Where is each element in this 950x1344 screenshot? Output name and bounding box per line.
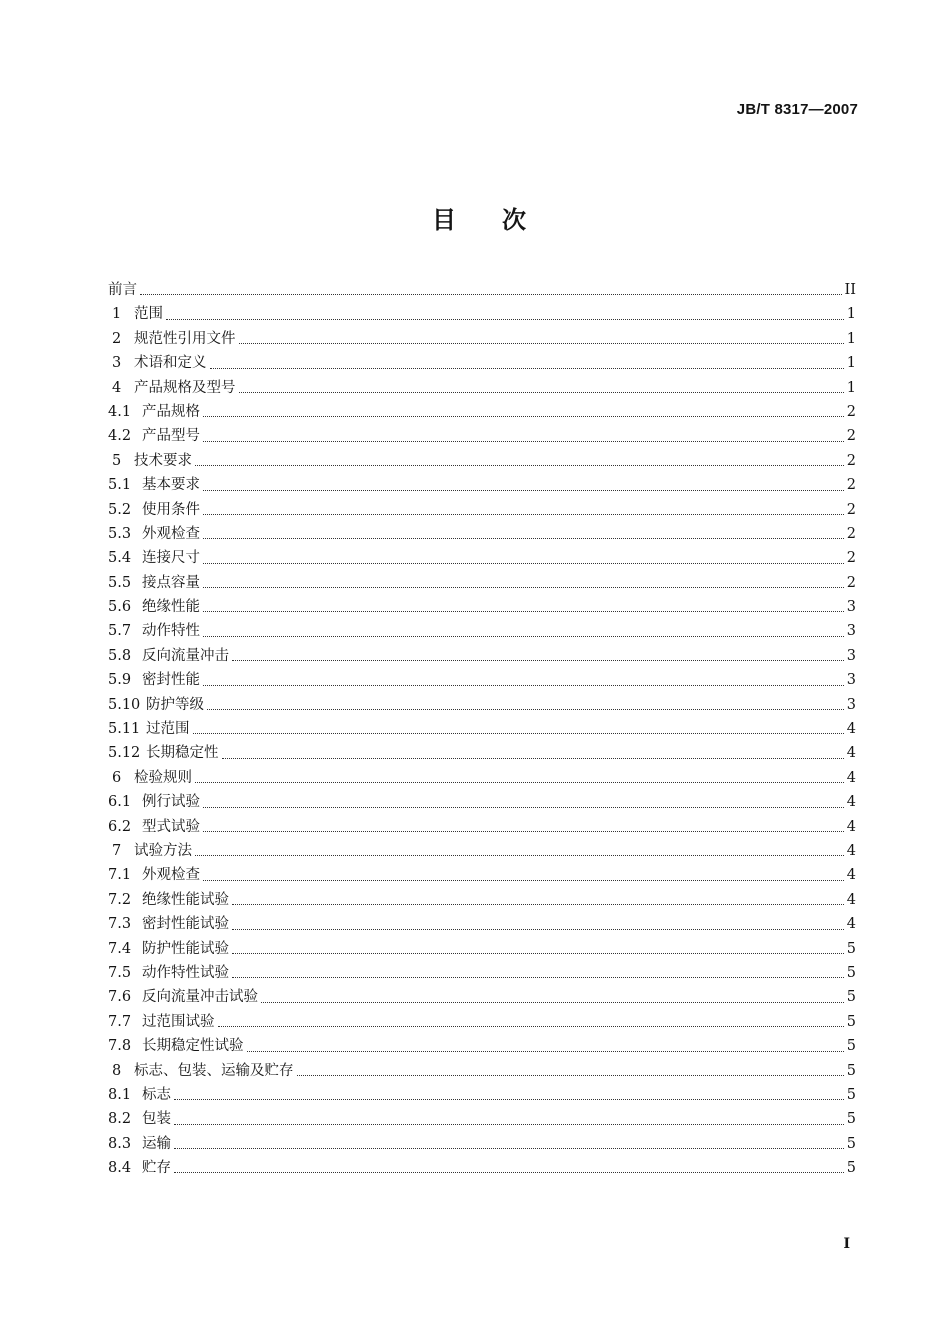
toc-entry[interactable]	[108, 1010, 856, 1034]
toc-entry-page: 3	[846, 696, 856, 713]
toc-entry-title: 例行试验	[142, 794, 200, 811]
toc-entry-page: 2	[846, 477, 856, 494]
toc-leader-dots	[166, 318, 844, 320]
title-char-left: 目	[432, 206, 456, 234]
page-number: I	[843, 1236, 850, 1252]
toc-entry-number: 7.8	[108, 1038, 132, 1055]
toc-entry-title: 包装	[142, 1111, 171, 1128]
toc-entry[interactable]	[108, 376, 856, 400]
toc-entry-title: 检验规则	[134, 769, 192, 786]
toc-entry-number: 7.2	[108, 891, 132, 908]
toc-entry-page: 2	[846, 403, 856, 420]
toc-entry-page: 2	[846, 574, 856, 591]
toc-entry-page: 5	[846, 964, 856, 981]
toc-entry-title: 基本要求	[142, 477, 200, 494]
toc-leader-dots	[232, 659, 844, 661]
toc-leader-dots	[232, 976, 844, 978]
toc-entry[interactable]	[108, 619, 856, 643]
toc-entry-number: 4	[112, 379, 122, 396]
toc-entry-number: 7.4	[108, 940, 132, 957]
toc-leader-dots	[174, 1098, 844, 1100]
toc-leader-dots	[203, 806, 844, 808]
toc-entry-page: II	[844, 282, 856, 298]
toc-entry[interactable]	[108, 278, 856, 302]
toc-entry-number: 8	[112, 1062, 122, 1079]
toc-entry[interactable]	[108, 644, 856, 668]
toc-entry-title: 前言	[108, 282, 137, 298]
toc-leader-dots	[203, 537, 844, 539]
toc-entry-title: 标志	[142, 1086, 171, 1103]
toc-entry-title: 运输	[142, 1135, 171, 1152]
toc-entry[interactable]	[108, 693, 856, 717]
toc-entry-page: 5	[846, 1086, 856, 1103]
toc-entry-number: 5.2	[108, 501, 132, 518]
toc-entry-title: 反向流量冲击试验	[142, 989, 258, 1006]
toc-entry[interactable]	[108, 473, 856, 497]
toc-entry-number: 5.9	[108, 672, 132, 689]
toc-entry-title: 贮存	[142, 1160, 171, 1177]
toc-entry[interactable]	[108, 1083, 856, 1107]
toc-entry-title: 产品规格	[142, 403, 200, 420]
toc-entry-page: 5	[846, 1062, 856, 1079]
toc-entry-page: 4	[846, 745, 856, 762]
toc-entry-page: 3	[846, 599, 856, 616]
toc-entry-page: 5	[846, 1013, 856, 1030]
toc-entry[interactable]	[108, 863, 856, 887]
toc-leader-dots	[140, 293, 842, 295]
toc-entry[interactable]	[108, 498, 856, 522]
toc-leader-dots	[203, 440, 844, 442]
toc-entry-title: 防护性能试验	[142, 940, 229, 957]
toc-entry-page: 1	[846, 355, 856, 372]
toc-entry-title: 产品规格及型号	[134, 379, 236, 396]
toc-entry[interactable]	[108, 815, 856, 839]
toc-entry-number: 5.11	[108, 721, 141, 738]
toc-entry-number: 8.2	[108, 1111, 132, 1128]
toc-entry[interactable]	[108, 961, 856, 985]
toc-leader-dots	[239, 391, 844, 393]
toc-entry-number: 5.8	[108, 647, 132, 664]
table-of-contents	[108, 278, 856, 1180]
toc-entry-page: 4	[846, 891, 856, 908]
toc-entry-number: 8.4	[108, 1160, 132, 1177]
toc-entry-number: 4.2	[108, 428, 132, 445]
toc-entry[interactable]	[108, 985, 856, 1009]
toc-entry-title: 连接尺寸	[142, 550, 200, 567]
toc-entry[interactable]	[108, 571, 856, 595]
toc-entry[interactable]	[108, 327, 856, 351]
toc-entry-page: 4	[846, 867, 856, 884]
toc-entry-title: 动作特性	[142, 623, 200, 640]
toc-entry-title: 密封性能试验	[142, 916, 229, 933]
toc-entry[interactable]	[108, 888, 856, 912]
toc-entry[interactable]	[108, 1132, 856, 1156]
toc-entry-page: 5	[846, 1135, 856, 1152]
toc-entry-page: 5	[846, 989, 856, 1006]
toc-entry-number: 4.1	[108, 403, 132, 420]
toc-entry-title: 接点容量	[142, 574, 200, 591]
toc-entry[interactable]	[108, 1034, 856, 1058]
toc-entry-title: 防护等级	[146, 696, 204, 713]
toc-entry-title: 过范围	[146, 721, 190, 738]
toc-entry-number: 7.1	[108, 867, 132, 884]
toc-entry[interactable]	[108, 912, 856, 936]
toc-leader-dots	[203, 415, 844, 417]
toc-entry-page: 1	[846, 306, 856, 323]
toc-entry-page: 5	[846, 940, 856, 957]
title-char-right: 次	[502, 206, 526, 234]
toc-entry-title: 长期稳定性	[146, 745, 219, 762]
toc-leader-dots	[247, 1050, 844, 1052]
toc-leader-dots	[203, 635, 844, 637]
toc-entry[interactable]	[108, 595, 856, 619]
toc-entry-number: 2	[112, 330, 122, 347]
toc-leader-dots	[195, 464, 844, 466]
toc-entry-page: 3	[846, 623, 856, 640]
toc-entry-number: 5.10	[108, 696, 141, 713]
toc-leader-dots	[203, 684, 844, 686]
toc-entry-title: 技术要求	[134, 452, 192, 469]
toc-entry-number: 5	[112, 452, 122, 469]
toc-entry-number: 5.7	[108, 623, 132, 640]
toc-entry-title: 型式试验	[142, 818, 200, 835]
toc-entry-title: 外观检查	[142, 525, 200, 542]
toc-entry-number: 6.1	[108, 794, 132, 811]
toc-entry-number: 7.5	[108, 964, 132, 981]
toc-entry[interactable]	[108, 790, 856, 814]
toc-entry[interactable]	[108, 449, 856, 473]
toc-entry-number: 5.1	[108, 477, 132, 494]
toc-entry-number: 7.6	[108, 989, 132, 1006]
toc-leader-dots	[203, 879, 844, 881]
toc-entry-page: 4	[846, 818, 856, 835]
toc-leader-dots	[222, 757, 844, 759]
toc-entry-page: 4	[846, 769, 856, 786]
toc-leader-dots	[174, 1147, 844, 1149]
toc-entry[interactable]	[108, 546, 856, 570]
toc-entry[interactable]	[108, 1107, 856, 1131]
toc-entry[interactable]	[108, 351, 856, 375]
toc-entry-number: 5.5	[108, 574, 132, 591]
toc-entry-page: 5	[846, 1038, 856, 1055]
toc-entry-page: 4	[846, 842, 856, 859]
toc-entry[interactable]	[108, 522, 856, 546]
toc-entry[interactable]	[108, 424, 856, 448]
toc-entry[interactable]	[108, 741, 856, 765]
toc-entry-number: 3	[112, 355, 122, 372]
toc-leader-dots	[203, 562, 844, 564]
toc-leader-dots	[203, 513, 844, 515]
toc-entry-page: 2	[846, 550, 856, 567]
toc-entry-number: 7.7	[108, 1013, 132, 1030]
toc-entry-page: 5	[846, 1160, 856, 1177]
toc-entry-title: 标志、包装、运输及贮存	[134, 1062, 294, 1079]
toc-entry[interactable]	[108, 1156, 856, 1180]
toc-entry-title: 绝缘性能	[142, 599, 200, 616]
toc-leader-dots	[203, 489, 844, 491]
toc-entry[interactable]	[108, 302, 856, 326]
toc-entry-title: 使用条件	[142, 501, 200, 518]
toc-entry-title: 过范围试验	[142, 1013, 215, 1030]
toc-leader-dots	[297, 1074, 844, 1076]
toc-entry-number: 5.3	[108, 525, 132, 542]
toc-entry-title: 长期稳定性试验	[142, 1038, 244, 1055]
toc-entry-title: 术语和定义	[134, 355, 207, 372]
toc-entry-title: 反向流量冲击	[142, 647, 229, 664]
toc-leader-dots	[203, 610, 844, 612]
toc-entry-number: 1	[112, 306, 122, 323]
toc-entry-page: 1	[846, 330, 856, 347]
toc-leader-dots	[195, 854, 844, 856]
toc-entry[interactable]	[108, 717, 856, 741]
toc-entry-page: 2	[846, 501, 856, 518]
toc-entry-title: 规范性引用文件	[134, 330, 236, 347]
toc-entry-page: 4	[846, 721, 856, 738]
toc-leader-dots	[239, 342, 844, 344]
toc-entry[interactable]	[108, 937, 856, 961]
toc-entry-number: 5.4	[108, 550, 132, 567]
toc-entry-page: 3	[846, 672, 856, 689]
toc-leader-dots	[195, 781, 844, 783]
toc-entry[interactable]	[108, 400, 856, 424]
toc-leader-dots	[210, 367, 844, 369]
toc-leader-dots	[232, 952, 844, 954]
toc-entry-number: 7	[112, 842, 122, 859]
toc-leader-dots	[261, 1001, 844, 1003]
toc-entry-number: 6.2	[108, 818, 132, 835]
toc-leader-dots	[174, 1123, 844, 1125]
toc-entry-number: 5.12	[108, 745, 141, 762]
toc-entry-page: 5	[846, 1111, 856, 1128]
toc-entry-number: 8.3	[108, 1135, 132, 1152]
toc-leader-dots	[218, 1025, 844, 1027]
toc-entry[interactable]	[108, 668, 856, 692]
toc-entry-title: 试验方法	[134, 842, 192, 859]
toc-entry-page: 2	[846, 428, 856, 445]
toc-entry-page: 2	[846, 452, 856, 469]
toc-leader-dots	[207, 708, 844, 710]
toc-entry-title: 密封性能	[142, 672, 200, 689]
toc-leader-dots	[203, 830, 844, 832]
toc-entry-number: 7.3	[108, 916, 132, 933]
toc-entry-number: 8.1	[108, 1086, 132, 1103]
toc-leader-dots	[203, 586, 844, 588]
toc-leader-dots	[193, 732, 844, 734]
toc-entry-title: 范围	[134, 306, 163, 323]
toc-entry-number: 5.6	[108, 599, 132, 616]
toc-entry-number: 6	[112, 769, 122, 786]
toc-entry-page: 1	[846, 379, 856, 396]
page-title	[0, 200, 950, 235]
toc-entry-title: 外观检查	[142, 867, 200, 884]
toc-entry-page: 4	[846, 916, 856, 933]
toc-entry-title: 产品型号	[142, 428, 200, 445]
toc-leader-dots	[174, 1171, 844, 1173]
toc-leader-dots	[232, 928, 844, 930]
toc-entry-title: 绝缘性能试验	[142, 891, 229, 908]
toc-entry-page: 2	[846, 525, 856, 542]
toc-entry[interactable]	[108, 839, 856, 863]
toc-entry-page: 3	[846, 647, 856, 664]
toc-entry[interactable]	[108, 766, 856, 790]
toc-entry-page: 4	[846, 794, 856, 811]
toc-entry-title: 动作特性试验	[142, 964, 229, 981]
toc-leader-dots	[232, 903, 844, 905]
toc-entry[interactable]	[108, 1059, 856, 1083]
standard-code: JB/T 8317—2007	[736, 101, 858, 118]
